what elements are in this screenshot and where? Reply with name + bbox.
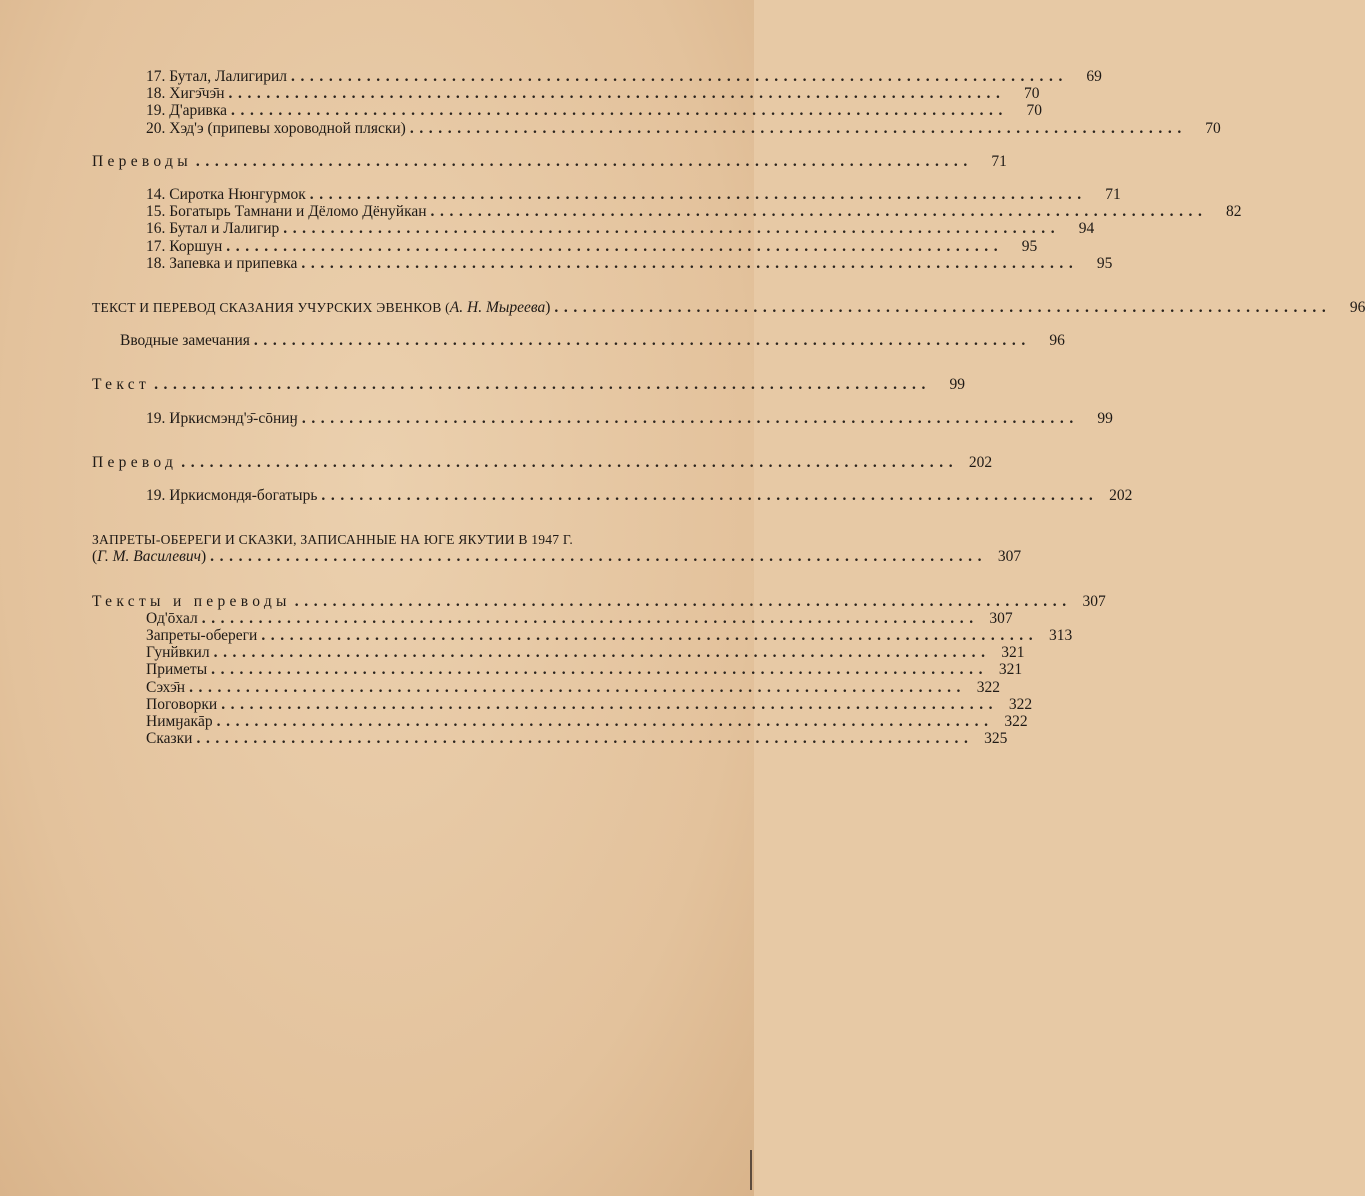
toc-entry-title: 20. Хэд'э (припевы хороводной пляски) [146,119,406,137]
toc-entry-page: 70 [1023,85,1040,103]
toc-entry-page: 82 [1226,203,1242,221]
toc-entry[interactable] [92,409,1113,427]
toc-entry-title: 15. Богатырь Тамнани и Дёломо Дёнуйкан [146,203,427,221]
toc-entry-title: Од'ōхал [146,609,198,627]
dot-leader: .................................................................................. [261,627,1039,645]
toc-section-title: Перевод [92,453,178,471]
toc-entry[interactable] [92,644,1025,662]
chapter-paren-close: ) [545,299,551,317]
chapter-caps-title: ТЕКСТ И ПЕРЕВОД СКАЗАНИЯ УЧУРСКИХ ЭВЕНКОВ ( [92,300,450,316]
toc-entry[interactable] [92,220,1095,238]
dot-leader: .................................................................................. [201,609,979,627]
toc-entry[interactable] [92,102,1042,120]
toc-entry-page: 70 [1205,119,1221,137]
dot-leader: .................................................................................. [253,332,1031,350]
toc-entry-title: Гунйвкил [146,644,210,662]
dot-leader: .................................................................................. [290,68,1068,85]
page-edge-mark [750,1150,752,1190]
toc-section-heading[interactable] [92,376,966,394]
dot-leader: .................................................................................. [196,730,974,748]
chapter-author-line [92,548,1022,566]
toc-entry-page: 307 [1082,592,1106,610]
toc-section-heading[interactable] [92,592,1106,610]
toc-entry-page: 71 [1105,186,1121,204]
toc-entry-page: 307 [997,548,1022,566]
dot-leader: .................................................................................. [231,102,1008,120]
toc-entry[interactable] [92,730,1008,748]
chapter-paren-close: ) [200,548,207,566]
toc-section-title: Тексты и переводы [92,592,291,610]
toc-section-title: Переводы [92,152,192,170]
toc-entry-page: 71 [991,152,1007,170]
table-of-contents [92,68,1365,748]
toc-entry[interactable] [92,609,1013,627]
dot-leader: .................................................................................. [189,678,967,696]
toc-entry[interactable] [92,254,1113,272]
toc-entry[interactable] [92,203,1242,221]
toc-entry-page: 202 [1109,487,1133,505]
dot-leader: .................................................................................. [211,661,989,679]
toc-entry[interactable] [92,695,1033,713]
dot-leader: .................................................................................. [195,152,973,170]
chapter-paren-open: ( [92,548,98,566]
dot-leader: .................................................................................. [226,237,1004,255]
toc-entry-page: 322 [1004,713,1028,731]
toc-entry-title: 17. Коршун [146,237,223,255]
toc-entry[interactable] [92,85,1040,103]
toc-entry-title: 16. Бутал и Лалигир [146,220,280,238]
dot-leader: .................................................................................. [430,203,1208,221]
toc-entry-page: 321 [998,661,1023,679]
chapter-author-wrap [92,548,206,565]
toc-entry-title: Поговорки [146,695,218,713]
toc-chapter-title [92,299,550,316]
toc-entry-title: Сэхэ̄н [146,678,186,696]
toc-entry[interactable] [92,713,1028,731]
dot-leader: .................................................................................. [321,487,1099,505]
toc-entry[interactable] [92,68,1102,85]
toc-entry[interactable] [92,119,1221,137]
dot-leader: .................................................................................. [216,713,994,731]
dot-leader: .................................................................................. [221,695,999,713]
toc-entry-page: 96 [1049,332,1065,350]
toc-entry-page: 70 [1026,102,1042,120]
toc-entry-title: 18. Хигэ̄чэ̄н [146,85,225,103]
dot-leader: .................................................................................. [213,644,991,662]
toc-entry[interactable] [92,186,1121,204]
toc-section-heading[interactable] [92,152,1007,170]
chapter-author: Г. М. Василевич [97,548,201,566]
toc-entry[interactable] [92,678,1001,696]
dot-leader: .................................................................................. [301,254,1079,272]
toc-entry-title: 17. Бутал, Лалигирил [146,68,287,85]
toc-chapter-myreev[interactable] [92,299,1365,317]
toc-entry[interactable] [92,661,1023,679]
dot-leader: .................................................................................. [154,376,932,394]
dot-leader: .................................................................................. [228,85,1006,103]
toc-entry[interactable] [92,627,1073,645]
toc-entry-title: 19. Д'аривка [146,102,228,120]
toc-entry-page: 313 [1049,627,1073,645]
toc-section-heading[interactable] [92,453,993,471]
toc-chapter-vasilevich[interactable] [92,531,1022,566]
dot-leader: .................................................................................. [309,186,1087,204]
toc-entry[interactable] [92,332,1065,350]
toc-entry-page: 95 [1021,237,1038,255]
toc-entry-page: 202 [968,453,993,471]
toc-entry-title: Нимӈакāр [146,713,213,731]
toc-entry-page: 99 [1097,409,1113,427]
chapter-caps-title: ЗАПРЕТЫ-ОБЕРЕГИ И СКАЗКИ, ЗАПИСАННЫЕ НА ЮГЕ ЯКУТИИ В 1947 Г. [92,532,573,548]
toc-entry-page: 322 [976,678,1001,696]
toc-entry-title: Сказки [146,730,193,748]
toc-entry-page: 96 [1349,299,1365,317]
toc-entry-title: Вводные замечания [120,332,250,350]
dot-leader: .................................................................................. [210,548,988,566]
toc-entry-title: 19. Иркисмондя-богатырь [146,487,318,505]
dot-leader: .................................................................................. [283,220,1061,238]
toc-entry-page: 307 [989,609,1013,627]
toc-entry[interactable] [92,487,1133,505]
dot-leader: .................................................................................. [181,453,959,471]
chapter-author: А. Н. Мыреева [449,299,546,317]
toc-entry-page: 322 [1008,695,1033,713]
toc-entry-page: 95 [1096,254,1113,272]
dot-leader: .................................................................................. [301,409,1079,427]
toc-section-title: Текст [92,376,151,394]
toc-entry-page: 99 [949,376,966,394]
toc-entry-title: Запреты-обереги [146,627,258,645]
dot-leader: .................................................................................. [294,592,1072,610]
dot-leader: .................................................................................. [554,299,1332,317]
toc-entry-page: 94 [1078,220,1095,238]
toc-entry-page: 69 [1086,68,1102,85]
toc-entry-title: 14. Сиротка Нюнгурмок [146,186,306,204]
toc-entry-page: 325 [984,730,1008,748]
toc-entry-title: 18. Запевка и припевка [146,254,298,272]
toc-entry[interactable] [92,237,1038,255]
toc-entry-title: Приметы [146,661,208,679]
toc-entry-page: 321 [1001,644,1025,662]
dot-leader: .................................................................................. [409,119,1187,137]
toc-entry-title: 19. Иркисмэнд'э̄-сōниӈ [146,409,298,427]
